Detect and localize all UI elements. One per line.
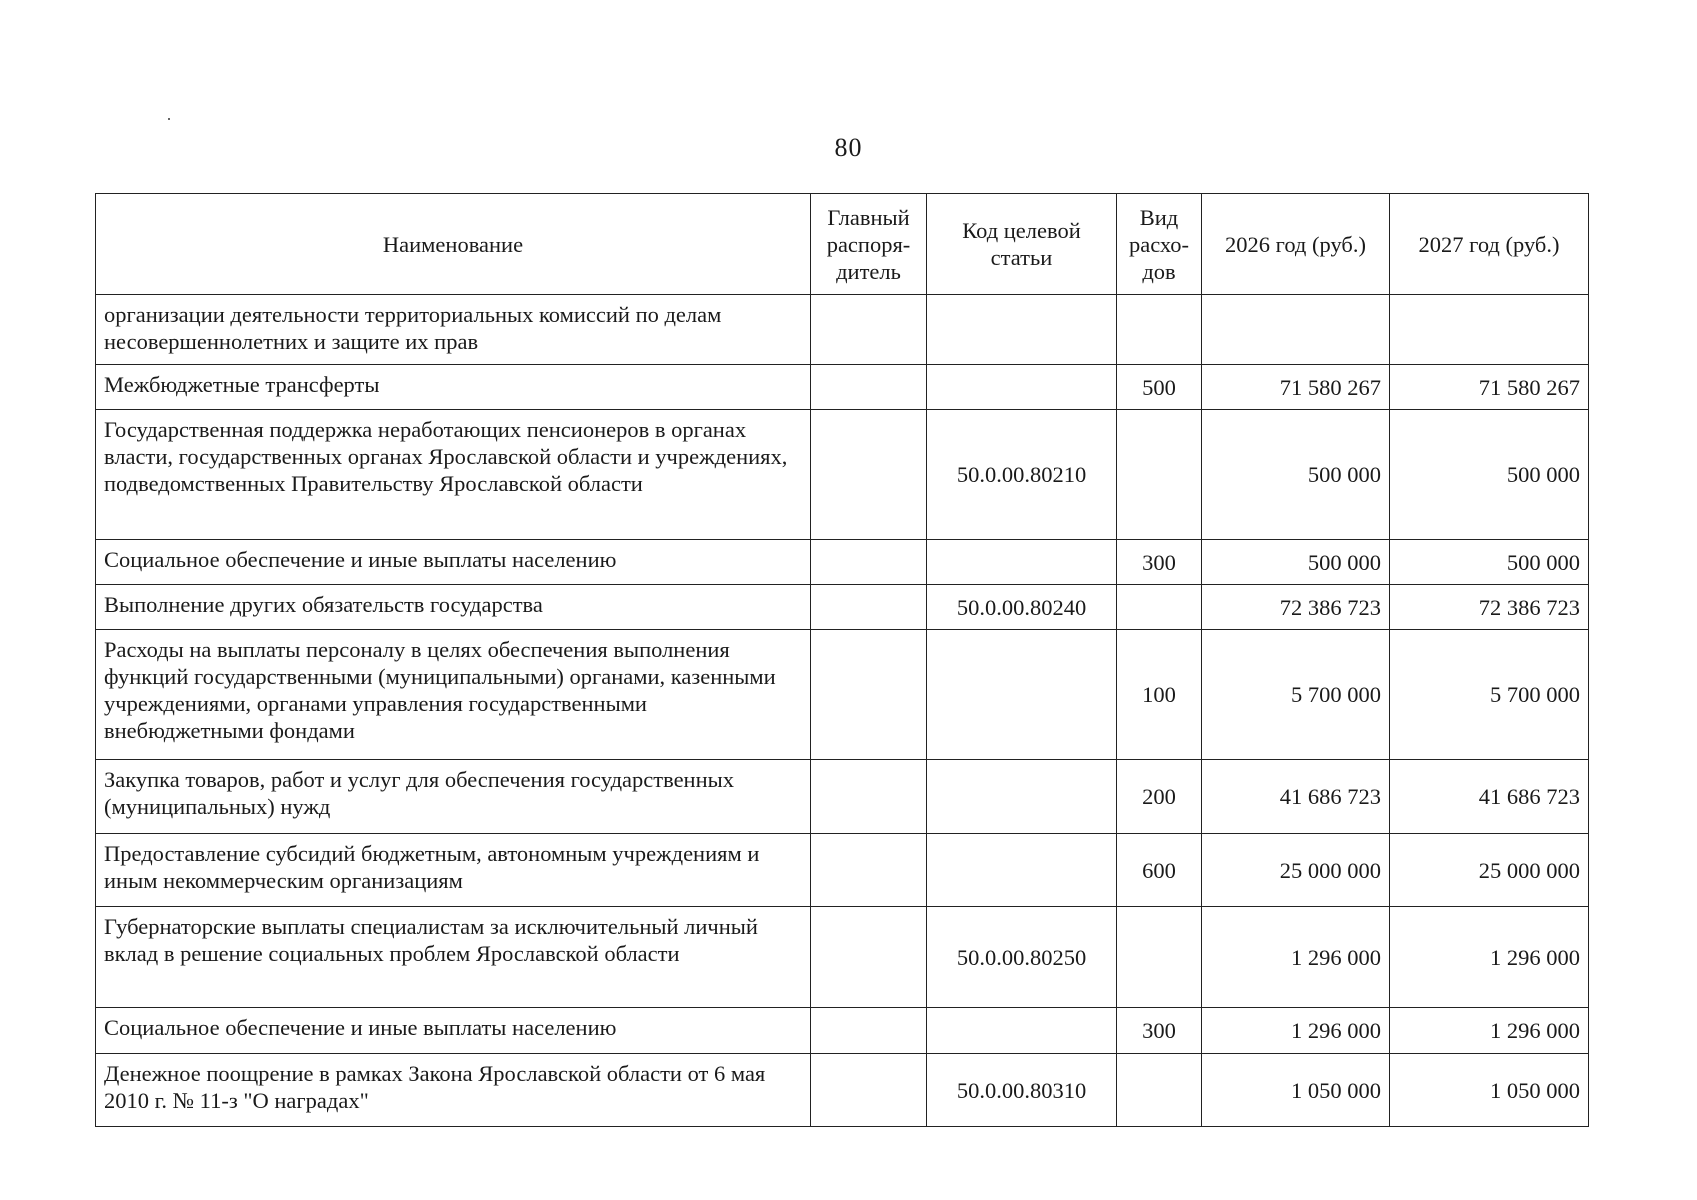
row-manager (811, 410, 927, 540)
header-type: Вид расхо-дов (1117, 194, 1202, 295)
row-code (927, 365, 1117, 410)
row-manager (811, 834, 927, 907)
row-code (927, 540, 1117, 585)
row-2027: 500 000 (1390, 540, 1589, 585)
page-number: 80 (834, 133, 863, 162)
budget-table (95, 193, 1589, 1127)
scan-dot (168, 118, 170, 120)
table-row (96, 540, 1589, 585)
row-manager (811, 365, 927, 410)
row-2027: 1 050 000 (1390, 1054, 1589, 1127)
row-code: 50.0.00.80210 (927, 410, 1117, 540)
row-2026: 500 000 (1202, 410, 1390, 540)
header-code: Код целевой статьи (927, 194, 1117, 295)
row-manager (811, 540, 927, 585)
table-row (96, 410, 1589, 540)
row-type: 300 (1117, 1008, 1202, 1054)
row-2026: 5 700 000 (1202, 630, 1390, 760)
row-name: Закупка товаров, работ и услуг для обеспечения государственных (муниципальных) нужд (96, 760, 811, 834)
row-2026: 71 580 267 (1202, 365, 1390, 410)
row-name: организации деятельности территориальных комиссий по делам несовершеннолетних и защите их прав (96, 295, 811, 365)
row-2026: 500 000 (1202, 540, 1390, 585)
row-2027: 1 296 000 (1390, 1008, 1589, 1054)
row-code (927, 834, 1117, 907)
row-2027: 71 580 267 (1390, 365, 1589, 410)
row-code (927, 295, 1117, 365)
row-code (927, 630, 1117, 760)
row-code: 50.0.00.80240 (927, 585, 1117, 630)
row-type (1117, 295, 1202, 365)
row-type: 100 (1117, 630, 1202, 760)
row-2026: 1 296 000 (1202, 907, 1390, 1008)
row-manager (811, 1008, 927, 1054)
row-2026: 25 000 000 (1202, 834, 1390, 907)
row-2027: 41 686 723 (1390, 760, 1589, 834)
row-name: Государственная поддержка неработающих пенсионеров в органах власти, государственных органах Ярославской области и учреждениях, подведомственных Правительству Ярославской области (96, 410, 811, 540)
table-row (96, 907, 1589, 1008)
row-type: 300 (1117, 540, 1202, 585)
row-name: Губернаторские выплаты специалистам за исключительный личный вклад в решение социальных проблем Ярославской области (96, 907, 811, 1008)
table-header-row (96, 194, 1589, 295)
row-name: Социальное обеспечение и иные выплаты населению (96, 1008, 811, 1054)
header-manager: Главный распоря-дитель (811, 194, 927, 295)
table-row (96, 295, 1589, 365)
row-type (1117, 907, 1202, 1008)
header-2026: 2026 год (руб.) (1202, 194, 1390, 295)
row-2026: 41 686 723 (1202, 760, 1390, 834)
row-manager (811, 630, 927, 760)
row-code: 50.0.00.80250 (927, 907, 1117, 1008)
row-type: 200 (1117, 760, 1202, 834)
header-2027: 2027 год (руб.) (1390, 194, 1589, 295)
row-name: Денежное поощрение в рамках Закона Ярославской области от 6 мая 2010 г. № 11-з "О наградах" (96, 1054, 811, 1127)
header-name: Наименование (96, 194, 811, 295)
row-2027 (1390, 295, 1589, 365)
row-manager (811, 1054, 927, 1127)
row-type (1117, 585, 1202, 630)
row-name: Социальное обеспечение и иные выплаты населению (96, 540, 811, 585)
row-name: Выполнение других обязательств государства (96, 585, 811, 630)
row-type: 600 (1117, 834, 1202, 907)
row-2026 (1202, 295, 1390, 365)
row-2026: 1 296 000 (1202, 1008, 1390, 1054)
row-manager (811, 907, 927, 1008)
row-code (927, 760, 1117, 834)
row-manager (811, 295, 927, 365)
row-manager (811, 585, 927, 630)
row-name: Межбюджетные трансферты (96, 365, 811, 410)
row-name: Расходы на выплаты персоналу в целях обеспечения выполнения функций государственными (муниципальными) органами, казенными учреждениями, органами управления государственными внебюджетными фондами (96, 630, 811, 760)
table-row (96, 760, 1589, 834)
row-2027: 25 000 000 (1390, 834, 1589, 907)
row-2027: 1 296 000 (1390, 907, 1589, 1008)
row-type (1117, 1054, 1202, 1127)
row-2026: 1 050 000 (1202, 1054, 1390, 1127)
row-code: 50.0.00.80310 (927, 1054, 1117, 1127)
row-type: 500 (1117, 365, 1202, 410)
table-row (96, 365, 1589, 410)
row-code (927, 1008, 1117, 1054)
table-row (96, 1054, 1589, 1127)
row-2026: 72 386 723 (1202, 585, 1390, 630)
table-row (96, 585, 1589, 630)
table-row (96, 630, 1589, 760)
table-row (96, 1008, 1589, 1054)
row-2027: 72 386 723 (1390, 585, 1589, 630)
table-row (96, 834, 1589, 907)
row-manager (811, 760, 927, 834)
row-2027: 5 700 000 (1390, 630, 1589, 760)
row-type (1117, 410, 1202, 540)
row-name: Предоставление субсидий бюджетным, автономным учреждениям и иным некоммерческим организациям (96, 834, 811, 907)
row-2027: 500 000 (1390, 410, 1589, 540)
